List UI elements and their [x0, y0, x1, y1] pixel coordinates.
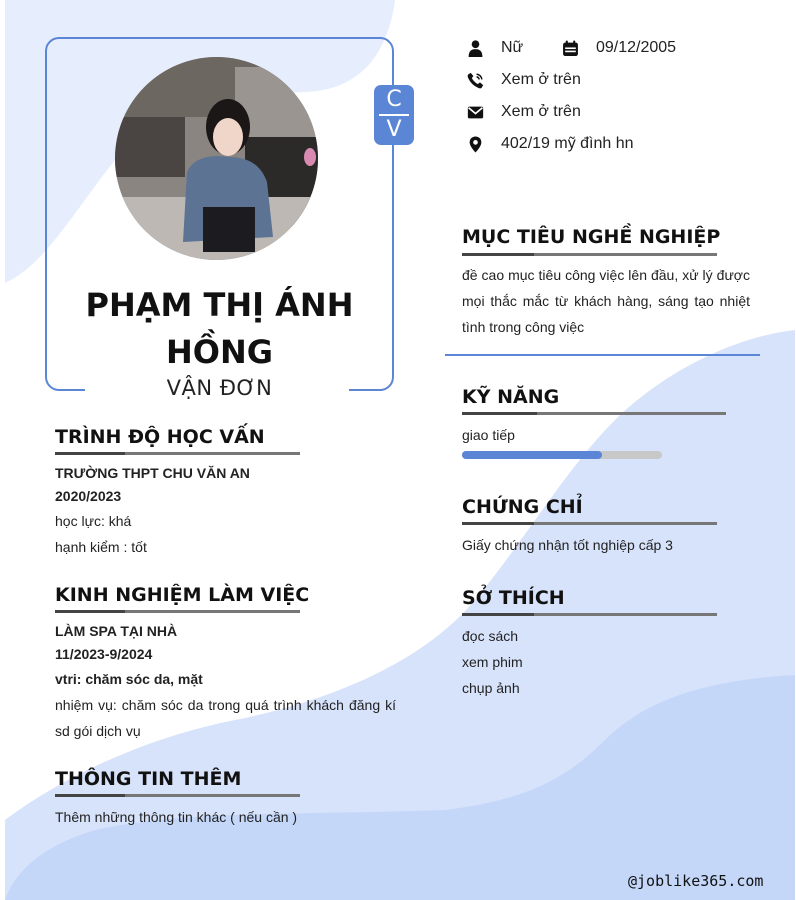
- skill-name: giao tiếp: [462, 427, 515, 443]
- hobby-item: chụp ảnh: [462, 680, 520, 696]
- hobbies-heading-underline: [462, 613, 717, 616]
- section-divider: [445, 354, 760, 356]
- cv-badge-letter-c: C: [386, 87, 402, 112]
- skill-level-fill: [462, 451, 602, 459]
- cv-badge-letter-v: V: [386, 117, 402, 142]
- education-heading: TRÌNH ĐỘ HỌC VẤN: [55, 426, 265, 448]
- avatar: [115, 57, 318, 260]
- education-school: TRƯỜNG THPT CHU VĂN AN: [55, 465, 250, 481]
- address-value: 402/19 mỹ đình hn: [501, 135, 634, 152]
- envelope-icon: [467, 104, 484, 121]
- experience-heading-underline: [55, 610, 300, 613]
- phone-icon: [467, 72, 484, 89]
- education-years: 2020/2023: [55, 488, 122, 504]
- contact-gender: [467, 37, 523, 59]
- additional-heading: THÔNG TIN THÊM: [55, 768, 242, 790]
- education-detail: học lực: khá: [55, 513, 132, 529]
- contact-dob: [562, 37, 676, 59]
- hobby-item: xem phim: [462, 654, 523, 670]
- certificates-heading-underline: [462, 522, 717, 525]
- watermark: @joblike365.com: [628, 872, 764, 890]
- experience-position: vtri: chăm sóc da, mặt: [55, 671, 203, 687]
- contact-phone: [467, 69, 581, 91]
- map-pin-icon: [467, 136, 484, 153]
- user-icon: [467, 40, 484, 57]
- education-detail: hạnh kiểm : tốt: [55, 539, 147, 555]
- candidate-role: VẬN ĐƠN: [166, 376, 273, 400]
- phone-value: Xem ở trên: [501, 71, 581, 88]
- cv-page: [5, 0, 795, 900]
- skills-heading-underline: [462, 412, 726, 415]
- contact-email: [467, 101, 581, 123]
- candidate-name: [45, 282, 394, 376]
- candidate-name-line1: PHẠM THỊ ÁNH: [85, 286, 354, 324]
- skills-heading: KỸ NĂNG: [462, 386, 560, 408]
- calendar-icon: [562, 40, 579, 57]
- experience-heading: KINH NGHIỆM LÀM VIỆC: [55, 584, 310, 606]
- gender-value: Nữ: [501, 39, 524, 56]
- contact-address: [467, 133, 634, 155]
- dob-value: 09/12/2005: [596, 39, 677, 56]
- education-heading-underline: [55, 452, 300, 455]
- experience-period: 11/2023-9/2024: [55, 646, 153, 662]
- email-value: Xem ở trên: [501, 103, 581, 120]
- skill-level-bar: [462, 451, 662, 459]
- cv-badge: [374, 85, 414, 145]
- additional-heading-underline: [55, 794, 300, 797]
- hobbies-heading: SỞ THÍCH: [462, 587, 565, 609]
- additional-text: Thêm những thông tin khác ( nếu cần ): [55, 809, 298, 825]
- experience-company: LÀM SPA TẠI NHÀ: [55, 623, 178, 639]
- objective-heading-underline: [462, 253, 717, 256]
- objective-text: đề cao mục tiêu công việc lên đầu, xử lý được mọi thắc mắc từ khách hàng, sáng tạo nhiệt tình trong công việc: [462, 267, 750, 335]
- objective-heading: MỤC TIÊU NGHỀ NGHIỆP: [462, 226, 721, 248]
- candidate-name-line2: HỒNG: [165, 333, 274, 371]
- certificates-heading: CHỨNG CHỈ: [462, 496, 583, 518]
- certificate-item: Giấy chứng nhận tốt nghiệp cấp 3: [462, 537, 673, 553]
- experience-duties: nhiệm vụ: chăm sóc da trong quá trình khách đăng kí sd gói dịch vụ: [55, 697, 396, 739]
- hobby-item: đọc sách: [462, 628, 519, 644]
